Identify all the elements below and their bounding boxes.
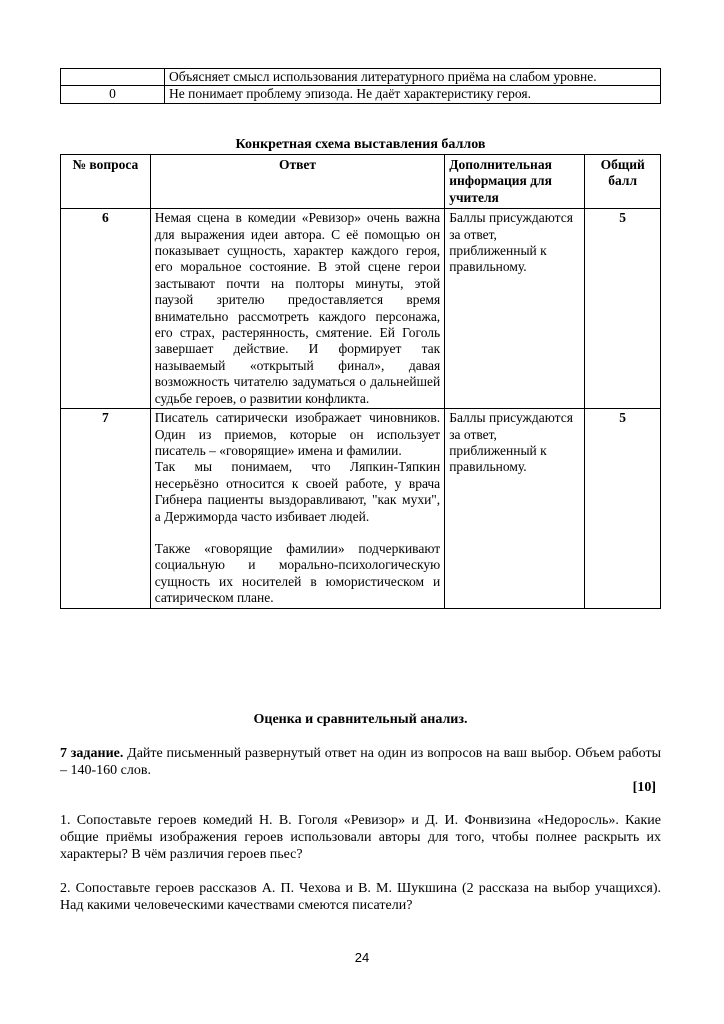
teacher-info-cell: Баллы присуждаются за ответ, приближенный к правильному. [445,209,585,409]
header-answer: Ответ [150,155,444,209]
criteria-cell: Объясняет смысл использования литературного приёма на слабом уровне. [165,69,661,86]
paragraph-gap [155,525,440,541]
header-total-score: Общий балл [585,155,661,209]
total-score: 5 [585,409,661,608]
task-label: 7 задание. [60,746,124,761]
task-statement [60,745,661,779]
header-question-number: № вопроса [61,155,151,209]
scheme-title: Конкретная схема выставления баллов [235,137,486,152]
teacher-info-cell: Баллы присуждаются за ответ, приближенный к правильному. [445,409,585,608]
criteria-cell: Не понимает проблему эпизода. Не даёт характеристику героя. [165,86,661,103]
page-number: 24 [354,950,370,965]
question-number: 7 [61,409,151,608]
table-row [61,86,661,103]
question-item: 1. Сопоставьте героев комедий Н. В. Гоголя «Ревизор» и Д. И. Фонвизина «Недоросль». Какие общие приёмы изображения героев использовали авторы для того, чтобы полнее раскрыть их характеры? В чём различия героев пьес? [60,813,661,862]
answer-cell [150,209,444,409]
scoring-scheme-table [60,154,661,609]
table-header-row [61,155,661,209]
answer-cell [150,409,444,608]
question-number: 6 [61,209,151,409]
table-row [61,409,661,608]
answer-paragraph: Немая сцена в комедии «Ревизор» очень важна для выражения идеи автора. С её помощью он показывает сущность, характер каждого героя, его моральное состояние. В этой сцене герои застывают почти на полторы минуты, этой паузой зрителю предоставляется время внимательно рассмотреть каждого персонажа, его страх, растерянность, смятение. Ей Гоголь завершает действие. И формирует так называемый «открытый финал», давая возможность читателю задуматься о дальнейшей судьбе героев, о развитии конфликта. [154,210,441,406]
total-score: 5 [585,209,661,409]
criteria-table [60,68,661,104]
table-row [61,209,661,409]
header-teacher-info: Дополнительная информация для учителя [445,155,585,209]
answer-paragraph: Также «говорящие фамилии» подчеркивают социальную и морально-психологическую сущность их носителей в юмористическом и сатирическом плане. [154,540,441,606]
task-score: [10] [632,780,656,795]
score-cell [61,69,165,86]
score-cell: 0 [61,86,165,103]
answer-paragraph: Так мы понимаем, что Ляпкин-Тяпкин несерьёзно относится к своей работе, у врача Гибнера пациенты выздоравливают, "как мухи", а Держиморда часто избивает людей. [154,459,441,524]
section-title: Оценка и сравнительный анализ. [253,712,468,727]
question-item: 2. Сопоставьте героев рассказов А. П. Чехова и В. М. Шукшина (2 рассказа на выбор учащихся). Над какими человеческими качествами смеются писатели? [60,881,661,913]
table-row [61,69,661,86]
task-text: Дайте письменный развернутый ответ на один из вопросов на ваш выбор. Объем работы – 140-160 слов. [60,746,661,778]
answer-paragraph: Писатель сатирически изображает чиновников. Один из приемов, которые он использует писатель – «говорящие» имена и фамилии. [154,410,441,458]
